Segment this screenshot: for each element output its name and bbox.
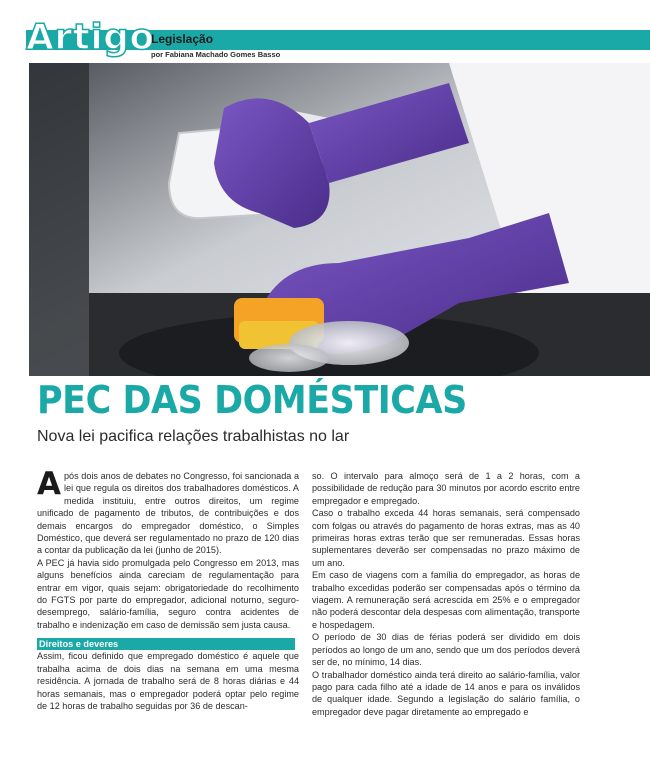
header-accent-bar — [140, 30, 650, 50]
section-label: Artigo — [26, 17, 155, 58]
article-subtitle: Nova lei pacifica relações trabalhistas no lar — [37, 428, 350, 445]
paragraph: Caso o trabalho exceda 44 horas semanais, será compensado com folgas ou através do pagamento de horas extras, mas as 40 primeiras horas extras terão que ser remuneradas. Essas horas suplementares deverão ser compensadas no prazo máximo de um ano. — [312, 508, 580, 568]
body-column-right — [312, 470, 580, 718]
author-byline: por Fabiana Machado Gomes Basso — [151, 50, 281, 59]
section-subheading: Direitos e deveres — [37, 638, 295, 650]
article-header — [0, 0, 650, 62]
article-photo — [29, 63, 650, 376]
paragraph: Em caso de viagens com a família do empregador, as horas de trabalho excedidas poderão ser compensadas após o término da viagem. A remuneração será acrescida em 25% e o empregador não poderá descontar dela despesas com alimentação, transporte e hospedagem. — [312, 570, 580, 630]
category-label: Legislação — [151, 32, 214, 46]
paragraph: Assim, ficou definido que empregado doméstico é aquele que trabalha acima de dois dias na semana em uma mesma residência. A jornada de trabalho será de 8 horas diárias e 44 horas semanais, mas o empregador poderá optar pelo regime de 12 horas de trabalho seguidas por 36 de descan- — [37, 651, 299, 711]
paragraph: A PEC já havia sido promulgada pelo Congresso em 2013, mas alguns benefícios ainda careciam de regulamentação para entrar em vigor, quais sejam: obrigatoriedade do recolhimento do FGTS por parte do empregador, adicional noturno, seguro-desemprego, salário-família, seguro contra acidentes de trabalho e indenização em caso de demissão sem justa causa. — [37, 557, 299, 630]
paragraph: so. O intervalo para almoço será de 1 a 2 horas, com a possibilidade de redução para 30 minutos por acordo escrito entre empregador e empregado. — [312, 471, 580, 506]
paragraph: O trabalhador doméstico ainda terá direito ao salário-família, valor pago para cada filho até a idade de 14 anos e para os inválidos de qualquer idade. Segundo a legislação do salário família, o empregador deve pagar diretamente ao empregado e — [312, 669, 580, 717]
paragraph-text: pós dois anos de debates no Congresso, foi sancionada a lei que regula os direitos dos trabalhadores domésticos. A medida instituiu, entre outros direitos, um regime unificado de pagamento de tributos, de contribuições e dos demais encargos do empregador doméstico, o Simples Doméstico, que deverá ser regulamentado no prazo de 120 dias a contar da publicação da lei (junho de 2015). — [37, 471, 299, 556]
paragraph — [37, 466, 299, 557]
paragraph: O período de 30 dias de férias poderá ser dividido em dois períodos ao longo de um ano, sendo que um dos períodos deverá ser de, no mínimo, 14 dias. — [312, 632, 580, 668]
cleaning-gloves-illustration — [29, 63, 650, 376]
article-title: PEC DAS DOMÉSTICAS — [37, 378, 467, 422]
drop-cap: A — [37, 466, 61, 502]
body-column-left — [37, 466, 299, 712]
